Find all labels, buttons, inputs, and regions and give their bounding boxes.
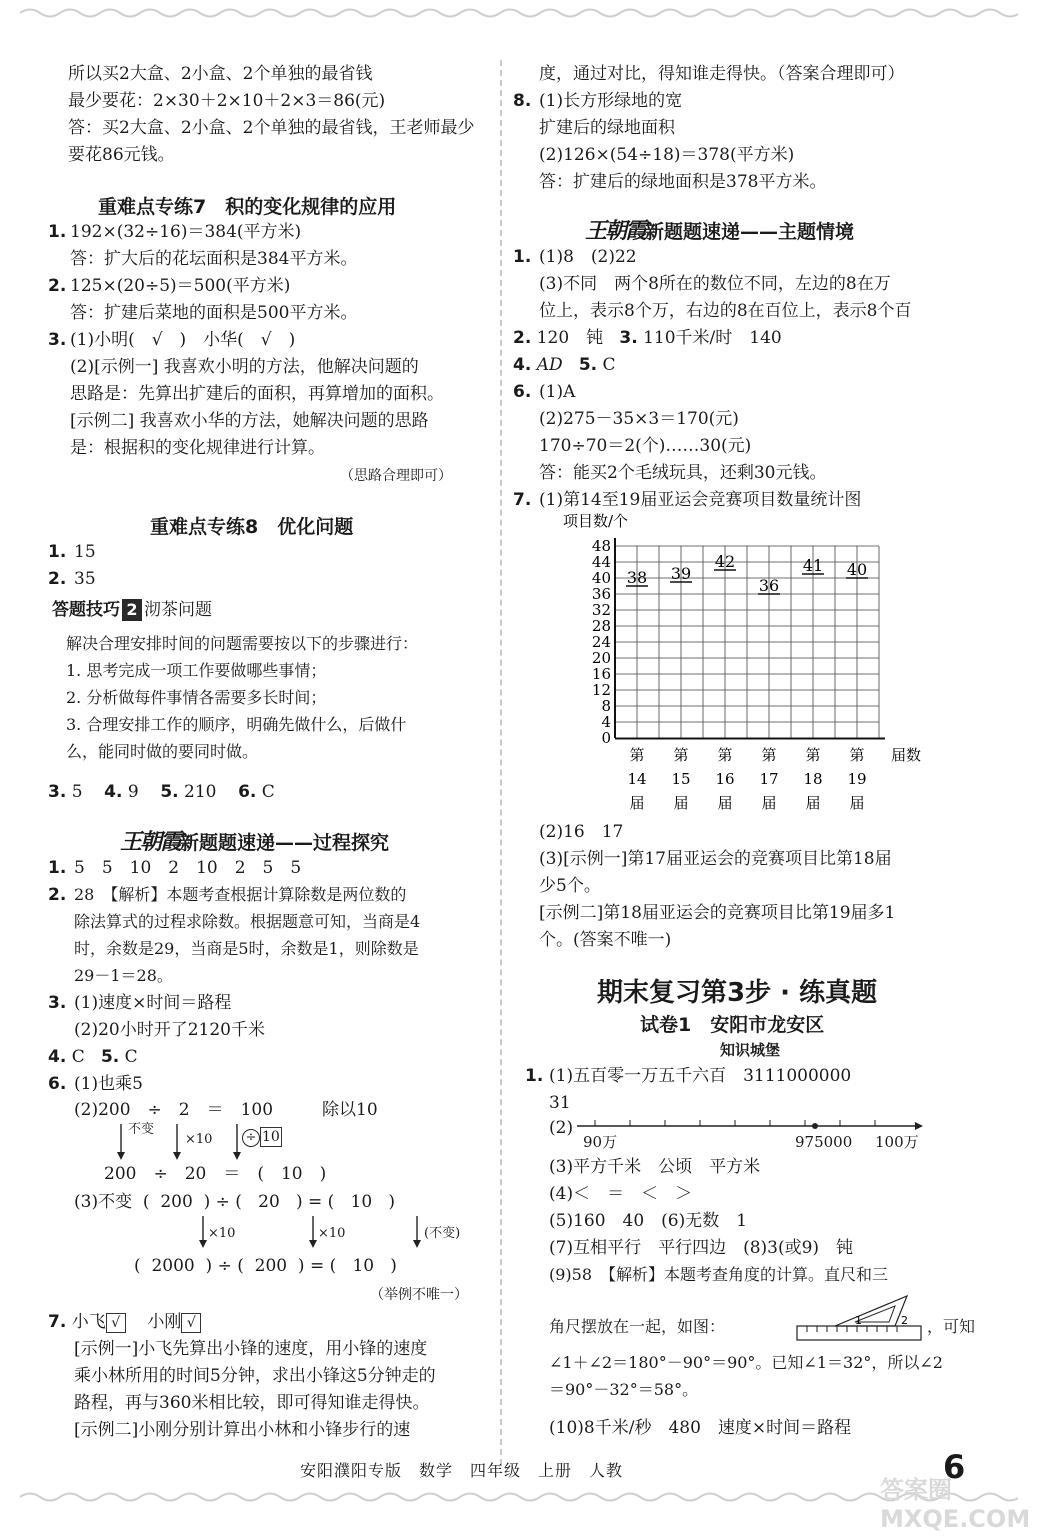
heading-text: 新题题速递——主题情境 xyxy=(645,221,855,243)
x-tick-label: 15 xyxy=(671,770,691,788)
x-tick-label: 14 xyxy=(627,770,647,788)
answer-line: (3)[示例一]第17届亚运会的竞赛项目比第18届 xyxy=(539,849,892,869)
y-tick-label: 36 xyxy=(591,585,611,603)
circled-divide: ÷ xyxy=(242,1129,260,1147)
answer-line: (10)8千米/秒 480 速度×时间＝路程 xyxy=(549,1418,852,1438)
answer-line: [示例二]第18届亚运会的竞赛项目比第19届多1 xyxy=(539,903,896,923)
answer-line: 是：根据积的变化规律进行计算。 xyxy=(70,438,325,458)
answer-line: (3)平方千米 公顷 平方米 xyxy=(549,1157,761,1177)
question-number: 1. xyxy=(48,858,67,878)
answer-line-2-3 xyxy=(513,326,782,350)
x-tick-label: 18 xyxy=(803,770,823,788)
brand-logo: 王朝霞 xyxy=(585,218,646,244)
arrow-label-times10: ×10 xyxy=(185,1132,213,1147)
question-number: 1. xyxy=(525,1066,544,1086)
answer-line: 时，余数是29，当商是5时，余数是1，则除数是 xyxy=(74,939,419,958)
section-heading-7: 重难点专练7 积的变化规律的应用 xyxy=(98,196,397,218)
answer-line: (1)速度×时间＝路程 xyxy=(74,993,232,1013)
tip-line: 解决合理安排时间的问题需要按以下的步骤进行： xyxy=(66,634,419,653)
answer-line: ，可知 xyxy=(927,1317,976,1336)
value: 2000 xyxy=(151,1256,195,1276)
exam-section: 知识城堡 xyxy=(720,1041,781,1059)
question-number: 3. xyxy=(48,993,67,1013)
x-tick-label: 第 xyxy=(761,746,777,764)
value: 200 xyxy=(254,1256,288,1276)
answer-line: 答：买2大盒、2小盒、2个单独的最省钱，王老师最少 xyxy=(68,118,475,138)
label: (3)不变 xyxy=(74,1192,133,1212)
equation-3-bottom: ( 2000 ) ÷ ( 200 ) = ( 10 ) xyxy=(134,1256,397,1276)
answer-value: 5 xyxy=(71,782,83,802)
answer-line: 乘小林所用的时间5分钟，求出小锋这5分钟走的 xyxy=(74,1366,436,1386)
answer-line: 除法算式的过程求除数。根据题意可知，当商是4 xyxy=(74,912,421,931)
y-tick-label: 32 xyxy=(591,601,611,619)
arrow-label: ×10 xyxy=(208,1226,236,1241)
answer-line: 路程，再与360米相比较，即可得知谁走得快。 xyxy=(74,1393,430,1413)
ruler-triangle-figure xyxy=(795,1292,925,1344)
answer-line-7 xyxy=(48,1310,201,1334)
answer-line: (2)[示例一] 我喜欢小明的方法，他解决问题的 xyxy=(70,357,419,377)
equation-mid: 200 ÷ 20 ＝ ( 10 ) xyxy=(104,1164,327,1184)
answer-line: 答：扩大后的花坛面积是384平方米。 xyxy=(70,249,358,269)
answer-line: (7)互相平行 平行四边 (8)3(或9) 钝 xyxy=(549,1238,854,1258)
answer-line: (1)A xyxy=(539,382,576,402)
answer-value: 9 xyxy=(127,782,139,802)
question-number: 4. xyxy=(104,782,123,802)
brand-logo: 王朝霞 xyxy=(120,829,181,855)
x-tick-label: 第 xyxy=(805,746,821,764)
answer-value: 120 钝 xyxy=(536,328,604,348)
boxed-value: 10 xyxy=(262,1129,280,1145)
bar-value-label: 40 xyxy=(846,560,868,579)
name: 小飞 xyxy=(71,1312,106,1332)
answer-value: C xyxy=(602,355,616,375)
value: 20 xyxy=(258,1192,280,1212)
answer-line: 答：能买2个毛绒玩具，还剩30元钱。 xyxy=(539,463,827,483)
bar-value-label: 38 xyxy=(626,568,648,587)
answer-note: （思路合理即可） xyxy=(340,468,452,484)
check-box: √ xyxy=(106,1313,126,1333)
number-line xyxy=(575,1114,925,1136)
answer-line: (1)长方形绿地的宽 xyxy=(539,91,683,111)
y-tick-label: 40 xyxy=(591,569,611,587)
answer-line: [示例一]小飞先算出小锋的速度，用小锋的速度 xyxy=(74,1339,428,1359)
y-axis-label: 项目数/个 xyxy=(563,512,629,530)
tip-name: 沏茶问题 xyxy=(144,600,212,620)
answer-line: 最少要花：2×30＋2×10＋2×3＝86(元) xyxy=(68,91,386,111)
tip-line: 2. 分析做每件事情各需要多长时间； xyxy=(66,688,327,707)
watermark: 答案圈 MXQE.COM xyxy=(880,1476,1031,1533)
x-tick-label: 届 xyxy=(673,794,689,812)
answer-line: (3)不同 两个8所在的数位不同，左边的8在万 xyxy=(539,274,891,294)
question-number: 5. xyxy=(578,355,598,375)
answer-line: 答：扩建后菜地的面积是500平方米。 xyxy=(70,303,358,323)
answer-line: 度，通过对比，得知谁走得快。（答案合理即可） xyxy=(539,64,905,84)
answer-line: (1)8 (2)22 xyxy=(539,247,637,267)
question-number: 3. xyxy=(619,328,638,348)
question-number: 3. xyxy=(48,330,67,350)
x-tick-label: 第 xyxy=(717,746,733,764)
x-tick-label: 16 xyxy=(715,770,735,788)
question-number: 4. xyxy=(48,1047,67,1067)
x-tick-label: 第 xyxy=(673,746,689,764)
question-number: 6. xyxy=(48,1074,67,1094)
answer-line: 答：扩建后的绿地面积是378平方米。 xyxy=(539,172,827,192)
answer-line: 个。(答案不唯一) xyxy=(539,930,672,950)
y-tick-label: 20 xyxy=(591,649,611,667)
answer-line: 少5个。 xyxy=(539,876,601,896)
answer-line: (1)五百零一万五千六百 3111000000 xyxy=(549,1066,852,1086)
value: 200 xyxy=(160,1192,193,1212)
arrow-label: ×10 xyxy=(318,1226,346,1241)
question-number: 5. xyxy=(160,782,179,802)
answer-line: ＝90°－32°＝58°。 xyxy=(549,1380,699,1399)
name: 小刚 xyxy=(147,1312,182,1332)
question-number: 6. xyxy=(513,382,532,402)
bar-value-label: 42 xyxy=(714,552,736,571)
question-number: 1. xyxy=(48,542,67,562)
answer-line: (1)也乘5 xyxy=(74,1074,143,1094)
x-tick-label: 届 xyxy=(805,794,821,812)
exam-subtitle: 试卷1 安阳市龙安区 xyxy=(640,1014,825,1036)
answer-line: 所以买2大盒、2小盒、2个单独的最省钱 xyxy=(68,64,373,84)
section-heading-8: 重难点专练8 优化问题 xyxy=(150,516,354,538)
equation-top: (2)200 ÷ 2 ＝ 100 xyxy=(74,1100,274,1120)
section-heading-theme xyxy=(585,214,854,245)
x-tick-label: 届 xyxy=(849,794,865,812)
equation-3-top: (3)不变 ( 200 ) ÷ ( 20 ) = ( 10 ) xyxy=(74,1192,396,1212)
answer-line: 28 【解析】本题考查根据计算除数是两位数的 xyxy=(74,885,407,904)
arrow-label-divide10 xyxy=(242,1126,282,1150)
question-number: 2. xyxy=(48,276,67,296)
answer-line: [示例二]小刚分别计算出小林和小锋步行的速 xyxy=(74,1420,411,1440)
tip-line: 1. 思考完成一项工作要做哪些事情； xyxy=(66,661,327,680)
answer-line: 170÷70＝2(个)……30(元) xyxy=(539,436,752,456)
x-tick-label: 届 xyxy=(629,794,645,812)
answer-line: [示例二] 我喜欢小华的方法，她解决问题的思路 xyxy=(70,411,429,431)
answer-line-3-6 xyxy=(48,780,275,804)
x-tick-label: 届 xyxy=(761,794,777,812)
x-tick-label: 19 xyxy=(847,770,867,788)
y-tick-label: 48 xyxy=(591,537,611,555)
x-tick-label: 17 xyxy=(759,770,779,788)
y-tick-label: 12 xyxy=(591,681,611,699)
answer-value: C xyxy=(71,1047,85,1067)
answer-line: 29－1＝28。 xyxy=(74,966,173,985)
question-number: 7. xyxy=(48,1312,67,1332)
arrow-label-unchanged: 不变 xyxy=(128,1122,155,1137)
answer-line: (4)＜ ＝ ＜ ＞ xyxy=(549,1184,693,1204)
answer-line-4-5 xyxy=(48,1045,138,1069)
question-number: 2. xyxy=(48,569,67,589)
answer-line: 位上，表示8个万，右边的8在百位上，表示8个百 xyxy=(539,301,912,321)
number-line-label-right: 100万 xyxy=(875,1133,919,1151)
svg-text:2: 2 xyxy=(901,1314,908,1327)
top-wave-border xyxy=(20,6,1018,20)
footer-edition: 安阳濮阳专版 数学 四年级 上册 人教 xyxy=(300,1461,624,1480)
answer-line: 角尺摆放在一起，如图： xyxy=(549,1317,726,1336)
tip-line: 3. 合理安排工作的顺序，明确先做什么，后做什 xyxy=(66,715,407,734)
bar-chart xyxy=(545,510,965,820)
question-number: 6. xyxy=(238,782,257,802)
number-line-label-mid: 975000 xyxy=(795,1133,853,1151)
exam-title: 期末复习第3步 · 练真题 xyxy=(597,978,878,1008)
answer-value: 110千米/时 140 xyxy=(643,328,782,348)
answer-line: (9)58 【解析】本题考查角度的计算。直尺和三 xyxy=(549,1265,889,1284)
answer-value: C xyxy=(124,1047,138,1067)
check-box: √ xyxy=(181,1313,201,1333)
answer-line: 15 xyxy=(74,542,96,562)
answer-line: (1)小明( √ ) 小华( √ ) xyxy=(70,330,296,350)
answer-line: (2)20小时开了2120千米 xyxy=(74,1020,265,1040)
y-tick-label: 4 xyxy=(601,713,611,731)
tip-line: 么，能同时做的要同时做。 xyxy=(66,742,259,761)
question-number: 8. xyxy=(513,91,532,111)
question-number: 3. xyxy=(48,782,67,802)
question-number: 2. xyxy=(513,328,532,348)
answer-line: (2)16 17 xyxy=(539,822,624,842)
question-number: 5. xyxy=(100,1047,120,1067)
answer-line: (2)275－35×3＝170(元) xyxy=(539,409,739,429)
answer-line: ∠1＋∠2＝180°－90°＝90°。已知∠1＝32°，所以∠2 xyxy=(549,1353,943,1372)
tip-title xyxy=(52,598,212,622)
answer-line: (1)第14至19届亚运会竞赛项目数量统计图 xyxy=(539,490,862,510)
answer-line: 192×(32÷16)＝384(平方米) xyxy=(70,222,302,242)
svg-text:1: 1 xyxy=(855,1314,862,1327)
arrow-label: (不变) xyxy=(424,1226,461,1241)
tip-number-badge: 2 xyxy=(122,599,142,621)
question-number: 7. xyxy=(513,490,532,510)
bar-value-label: 39 xyxy=(670,564,692,583)
answer-line-4-5 xyxy=(513,353,616,377)
answer-line: (2)126×(54÷18)＝378(平方米) xyxy=(539,145,795,165)
column-divider xyxy=(500,60,502,1465)
question-number: 2. xyxy=(48,885,67,905)
answer-line: 5 5 10 2 10 2 5 5 xyxy=(74,858,302,878)
answer-line: 扩建后的绿地面积 xyxy=(539,118,675,138)
question-number: 4. xyxy=(513,355,532,375)
question-number: 1. xyxy=(48,222,67,242)
x-axis-label: 届数 xyxy=(891,746,922,764)
answer-note: （举例不唯一） xyxy=(370,1287,468,1303)
answer-line: (2) xyxy=(549,1118,574,1138)
y-tick-label: 28 xyxy=(591,617,611,635)
answer-value: AD xyxy=(536,355,563,375)
bar-value-label: 36 xyxy=(758,576,780,595)
value: 10 xyxy=(352,1256,375,1276)
bar-value-label: 41 xyxy=(802,556,824,575)
page-number: 6 xyxy=(943,1448,966,1486)
question-number: 1. xyxy=(513,247,532,267)
answer-line: 35 xyxy=(74,569,96,589)
answer-line: 31 xyxy=(549,1093,571,1113)
x-tick-label: 第 xyxy=(629,746,645,764)
answer-line: (5)160 40 (6)无数 1 xyxy=(549,1211,748,1231)
heading-text: 新题题速递——过程探究 xyxy=(180,832,390,854)
number-line-label-left: 90万 xyxy=(583,1133,618,1151)
y-tick-label: 24 xyxy=(591,633,611,651)
y-tick-label: 44 xyxy=(591,553,611,571)
bottom-wave-border xyxy=(20,1490,1018,1504)
answer-line: 思路是：先算出扩建后的面积，再算增加的面积。 xyxy=(70,384,444,404)
answer-line: 要花86元钱。 xyxy=(68,145,175,165)
y-tick-label: 0 xyxy=(601,729,611,747)
equation-note: 除以10 xyxy=(322,1100,378,1120)
answer-line: 125×(20÷5)＝500(平方米) xyxy=(70,276,291,296)
y-tick-label: 16 xyxy=(591,665,611,683)
answer-value: 210 xyxy=(184,782,217,802)
answer-value: C xyxy=(261,782,275,802)
section-heading-process xyxy=(120,825,389,856)
x-tick-label: 届 xyxy=(717,794,733,812)
x-tick-label: 第 xyxy=(849,746,865,764)
y-tick-label: 8 xyxy=(601,697,611,715)
value: 10 xyxy=(350,1192,373,1212)
tip-prefix: 答题技巧 xyxy=(52,600,120,620)
